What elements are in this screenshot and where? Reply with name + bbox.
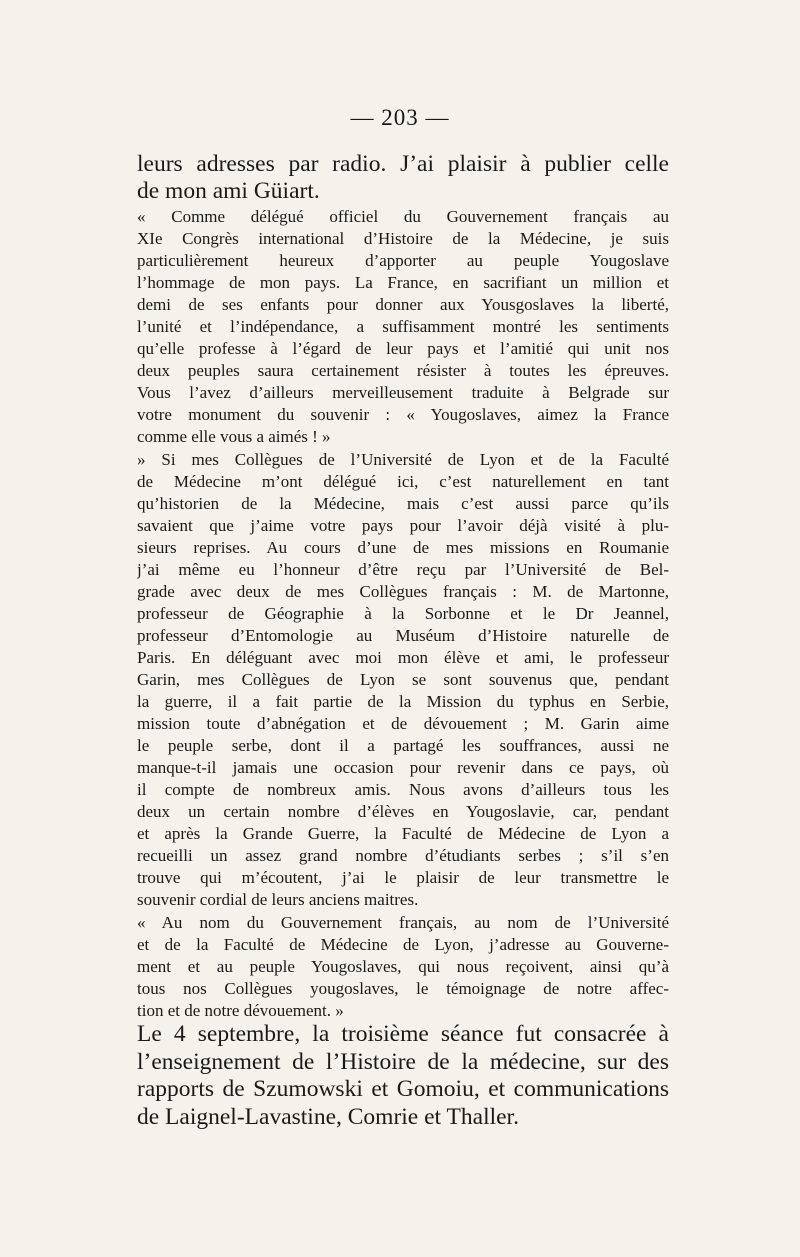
speech-line: et après la Grande Guerre, la Faculté de Médecine de Lyon a [137,824,669,844]
lead-paragraph [137,151,669,205]
speech-line: professeur de Géographie à la Sorbonne et le Dr Jeannel, [137,603,669,623]
speech-line: le peuple serbe, dont il a partagé les souffrances, aussi ne [137,736,669,756]
speech-line: comme elle vous a aimés ! » [137,427,331,447]
speech-line: de Médecine m’ont délégué ici, c’est naturellement en tant [137,471,669,491]
speech-line: l’hommage de mon pays. La France, en sacrifiant un million et [137,273,669,293]
speech-line: deux un certain nombre d’élèves en Yougoslavie, car, pendant [137,802,669,822]
speech-line: Paris. En déléguant avec moi mon élève et ami, le professeur [137,647,669,667]
speech-line: Vous l’avez d’ailleurs merveilleusement traduite à Belgrade sur [137,383,669,403]
page-number: — 203 — [350,105,450,130]
speech-line: savaient que j’aime votre pays pour l’avoir déjà visité à plu- [137,515,669,535]
speech-line: tous nos Collègues yougoslaves, le témoignage de notre affec- [137,978,669,998]
speech-line: XIe Congrès international d’Histoire de la Médecine, je suis [137,229,669,249]
speech-line: recueilli un assez grand nombre d’étudiants serbes ; s’il s’en [137,846,669,866]
speech-line: sieurs reprises. Au cours d’une de mes missions en Roumanie [137,537,669,557]
closing-line: Le 4 septembre, la troisième séance fut consacrée à [137,1021,669,1047]
lead-line: de mon ami Güiart. [137,178,320,204]
speech-line: professeur d’Entomologie au Muséum d’Histoire naturelle de [137,625,669,645]
speech-line: qu’elle professe à l’égard de leur pays et l’amitié qui unit nos [137,339,669,359]
speech-line: Garin, mes Collègues de Lyon se sont souvenus que, pendant [137,669,669,689]
speech-line: deux peuples saura certainement résister à toutes les épreuves. [137,361,669,381]
closing-paragraph [137,1021,669,1131]
speech-line: l’unité et l’indépendance, a suffisamment montré les sentiments [137,317,669,337]
speech-line: demi de ses enfants pour donner aux Yousgoslaves la liberté, [137,295,669,315]
speech-line: mission toute d’abnégation et de dévouement ; M. Garin aime [137,714,669,734]
speech-line: qu’historien de la Médecine, mais c’est aussi parce qu’ils [137,493,669,513]
closing-line: rapports de Szumowski et Gomoiu, et communications [137,1076,669,1102]
speech-line: souvenir cordial de leurs anciens maitres. [137,890,419,910]
speech-line: tion et de notre dévouement. » [137,1000,344,1020]
speech-line: particulièrement heureux d’apporter au peuple Yougoslave [137,251,669,271]
speech-line: manque-t-il jamais une occasion pour revenir dans ce pays, où [137,758,669,778]
speech-block [137,206,669,1022]
speech-line: grade avec deux de mes Collègues français : M. de Martonne, [137,581,669,601]
closing-line: de Laignel-Lavastine, Comrie et Thaller. [137,1103,519,1130]
speech-line: et de la Faculté de Médecine de Lyon, j’adresse au Gouverne- [137,934,669,954]
speech-line: « Comme délégué officiel du Gouvernement français au [137,207,669,226]
lead-line: leurs adresses par radio. J’ai plaisir à publier celle [137,151,669,177]
speech-line: trouve qui m’écoutent, j’ai le plaisir de leur transmettre le [137,868,669,888]
speech-line: j’ai même eu l’honneur d’être reçu par l’Université de Bel- [137,559,669,579]
speech-line: « Au nom du Gouvernement français, au nom de l’Université [137,912,669,932]
speech-line: votre monument du souvenir : « Yougoslaves, aimez la France [137,405,669,425]
speech-line: il compte de nombreux amis. Nous avons d’ailleurs tous les [137,780,669,800]
speech-line: » Si mes Collègues de l’Université de Lyon et de la Faculté [137,449,669,469]
speech-line: la guerre, il a fait partie de la Mission du typhus en Serbie, [137,692,669,712]
speech-line: ment et au peuple Yougoslaves, qui nous reçoivent, ainsi qu’à [137,956,669,976]
closing-line: l’enseignement de l’Histoire de la médecine, sur des [137,1048,669,1075]
